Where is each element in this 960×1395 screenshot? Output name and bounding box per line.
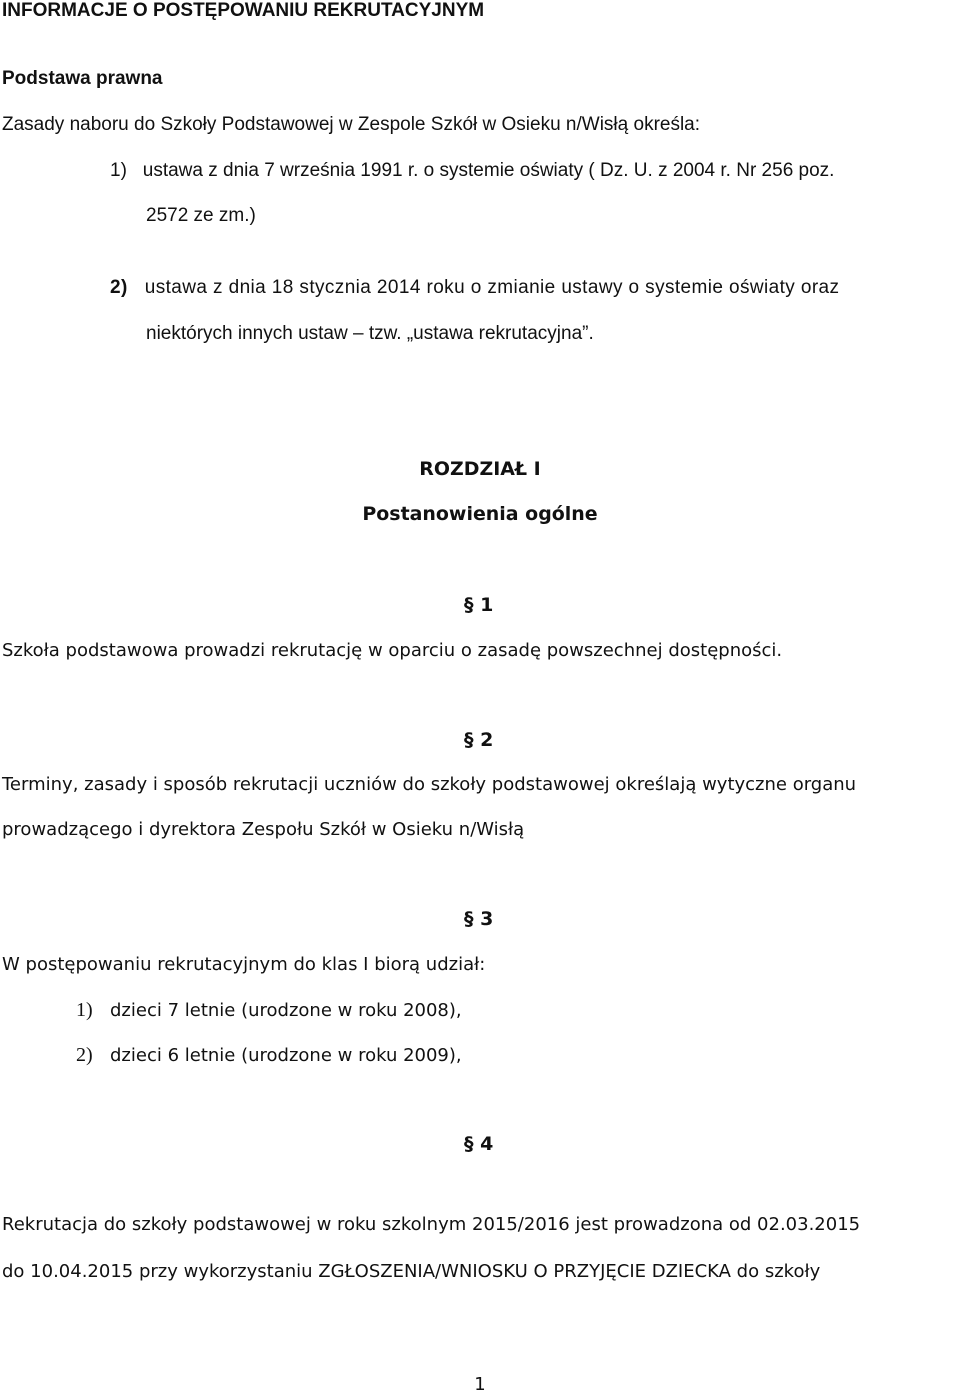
section-3-list-item-1-number: 1) bbox=[76, 999, 93, 1021]
section-1-text: Szkoła podstawowa prowadzi rekrutację w oparciu o zasadę powszechnej dostępności. bbox=[2, 640, 783, 661]
legal-item-1-number: 1) bbox=[110, 160, 127, 181]
section-4-text-line-2: do 10.04.2015 przy wykorzystaniu ZGŁOSZENIA/WNIOSKU O PRZYJĘCIE DZIECKA do szkoły bbox=[2, 1261, 821, 1282]
chapter-title: ROZDZIAŁ I bbox=[419, 458, 541, 480]
section-3-list-item-1-text: dzieci 7 letnie (urodzone w roku 2008), bbox=[110, 1000, 462, 1021]
intro-text: Zasady naboru do Szkoły Podstawowej w Zespole Szkół w Osieku n/Wisłą określa: bbox=[2, 114, 701, 135]
document-title: INFORMACJE O POSTĘPOWANIU REKRUTACYJNYM bbox=[2, 0, 485, 21]
section-3-list-item-2-text: dzieci 6 letnie (urodzone w roku 2009), bbox=[110, 1045, 462, 1066]
legal-item-1-text: ustawa z dnia 7 września 1991 r. o systemie oświaty ( Dz. U. z 2004 r. Nr 256 poz. bbox=[142, 160, 835, 181]
section-2-text-line-1: Terminy, zasady i sposób rekrutacji uczniów do szkoły podstawowej określają wytyczne organu bbox=[2, 774, 857, 795]
section-1-mark: § 1 bbox=[464, 594, 494, 616]
legal-item-2-line-2: niektórych innych ustaw – tzw. „ustawa rekrutacyjna”. bbox=[146, 323, 594, 344]
legal-item-1-line-2: 2572 ze zm.) bbox=[146, 205, 256, 226]
section-3-mark: § 3 bbox=[464, 908, 494, 930]
legal-basis-heading: Podstawa prawna bbox=[2, 68, 163, 89]
legal-item-1-line-1 bbox=[110, 160, 834, 182]
section-2-mark: § 2 bbox=[464, 729, 494, 751]
legal-item-2-line-1 bbox=[110, 277, 839, 299]
section-3-list-item-1 bbox=[76, 999, 462, 1022]
section-3-text: W postępowaniu rekrutacyjnym do klas I biorą udział: bbox=[2, 954, 486, 975]
legal-item-2-number: 2) bbox=[110, 277, 128, 298]
section-2-text-line-2: prowadzącego i dyrektora Zespołu Szkół w Osieku n/Wisłą bbox=[2, 819, 525, 840]
page-number: 1 bbox=[474, 1374, 486, 1395]
section-4-mark: § 4 bbox=[464, 1133, 494, 1155]
legal-item-2-text: ustawa z dnia 18 stycznia 2014 roku o zmianie ustawy o systemie oświaty oraz bbox=[144, 277, 840, 298]
section-3-list-item-2 bbox=[76, 1044, 462, 1067]
chapter-subtitle: Postanowienia ogólne bbox=[362, 503, 598, 525]
section-4-text-line-1: Rekrutacja do szkoły podstawowej w roku szkolnym 2015/2016 jest prowadzona od 02.03.2015 bbox=[2, 1214, 861, 1235]
section-3-list-item-2-number: 2) bbox=[76, 1044, 93, 1066]
